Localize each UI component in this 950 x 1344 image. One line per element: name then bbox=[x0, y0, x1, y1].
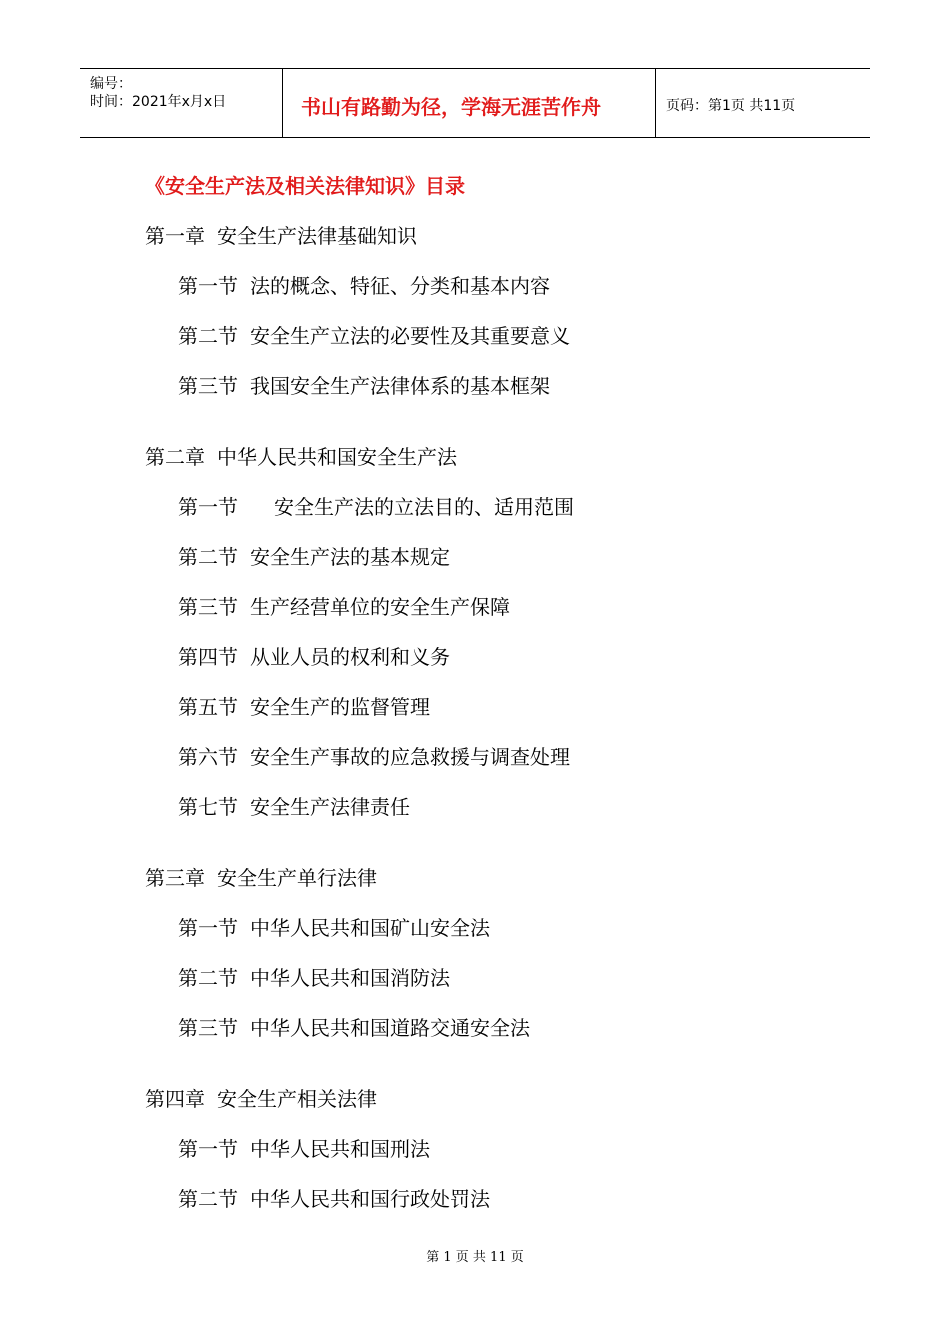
toc-number: 第三节 bbox=[178, 374, 238, 398]
toc-number: 第一节 bbox=[178, 1137, 238, 1161]
toc-number: 第四节 bbox=[178, 645, 238, 669]
toc-number: 第二章 bbox=[145, 445, 205, 469]
toc-text: 安全生产的监督管理 bbox=[250, 695, 430, 719]
toc-number: 第三节 bbox=[178, 1016, 238, 1040]
toc-text: 安全生产法的立法目的、适用范围 bbox=[274, 495, 574, 519]
toc-section bbox=[178, 1183, 490, 1212]
toc-chapter bbox=[145, 862, 377, 891]
toc-chapter bbox=[145, 220, 417, 249]
toc-number: 第一节 bbox=[178, 274, 238, 298]
toc-number: 第四章 bbox=[145, 1087, 205, 1111]
toc-text: 中华人民共和国刑法 bbox=[250, 1137, 430, 1161]
toc-chapter bbox=[145, 1083, 377, 1112]
time-label: 时间：2021年x月x日 bbox=[90, 94, 227, 110]
toc-text: 生产经营单位的安全生产保障 bbox=[250, 595, 510, 619]
toc-number: 第一节 bbox=[178, 916, 238, 940]
motto: 书山有路勤为径，学海无涯苦作舟 bbox=[301, 95, 601, 119]
header-meta-cell bbox=[80, 69, 283, 137]
code-label: 编号： bbox=[90, 76, 132, 92]
toc-section bbox=[178, 270, 550, 299]
toc-section bbox=[178, 541, 450, 570]
document-header bbox=[80, 68, 870, 138]
toc-text: 安全生产事故的应急救援与调查处理 bbox=[250, 745, 570, 769]
toc-section bbox=[178, 741, 570, 770]
toc-section bbox=[178, 962, 450, 991]
toc-title: 《安全生产法及相关法律知识》目录 bbox=[145, 174, 465, 198]
page-info: 页码：第1页 共11页 bbox=[666, 98, 796, 114]
toc-section bbox=[178, 791, 410, 820]
toc-section bbox=[178, 591, 510, 620]
toc-number: 第五节 bbox=[178, 695, 238, 719]
toc-section bbox=[178, 1133, 430, 1162]
page-footer: 第 1 页 共 11 页 bbox=[426, 1250, 524, 1265]
toc-number: 第二节 bbox=[178, 1187, 238, 1211]
toc-section bbox=[178, 320, 570, 349]
toc-text: 中华人民共和国道路交通安全法 bbox=[250, 1016, 530, 1040]
toc-number: 第三节 bbox=[178, 595, 238, 619]
toc-number: 第二节 bbox=[178, 966, 238, 990]
toc-text: 安全生产法的基本规定 bbox=[250, 545, 450, 569]
toc-section bbox=[178, 641, 450, 670]
toc-section bbox=[178, 691, 430, 720]
toc-text: 安全生产法律责任 bbox=[250, 795, 410, 819]
toc-text: 中华人民共和国消防法 bbox=[250, 966, 450, 990]
toc-number: 第七节 bbox=[178, 795, 238, 819]
toc-section bbox=[178, 1012, 530, 1041]
toc-text: 安全生产单行法律 bbox=[217, 866, 377, 890]
header-motto-cell bbox=[283, 69, 656, 137]
toc-number: 第二节 bbox=[178, 545, 238, 569]
header-page-cell bbox=[656, 69, 870, 137]
toc-number: 第一章 bbox=[145, 224, 205, 248]
toc-number: 第三章 bbox=[145, 866, 205, 890]
toc-number: 第一节 bbox=[178, 495, 238, 519]
toc-number: 第二节 bbox=[178, 324, 238, 348]
toc-text: 法的概念、特征、分类和基本内容 bbox=[250, 274, 550, 298]
toc-section bbox=[178, 491, 574, 520]
toc-text: 中华人民共和国安全生产法 bbox=[217, 445, 457, 469]
toc-text: 安全生产法律基础知识 bbox=[217, 224, 417, 248]
toc-section bbox=[178, 370, 550, 399]
toc-text: 我国安全生产法律体系的基本框架 bbox=[250, 374, 550, 398]
toc-text: 中华人民共和国行政处罚法 bbox=[250, 1187, 490, 1211]
toc-text: 从业人员的权利和义务 bbox=[250, 645, 450, 669]
toc-section bbox=[178, 912, 490, 941]
toc-text: 中华人民共和国矿山安全法 bbox=[250, 916, 490, 940]
toc-text: 安全生产立法的必要性及其重要意义 bbox=[250, 324, 570, 348]
toc-text: 安全生产相关法律 bbox=[217, 1087, 377, 1111]
toc-chapter bbox=[145, 441, 457, 470]
toc-number: 第六节 bbox=[178, 745, 238, 769]
